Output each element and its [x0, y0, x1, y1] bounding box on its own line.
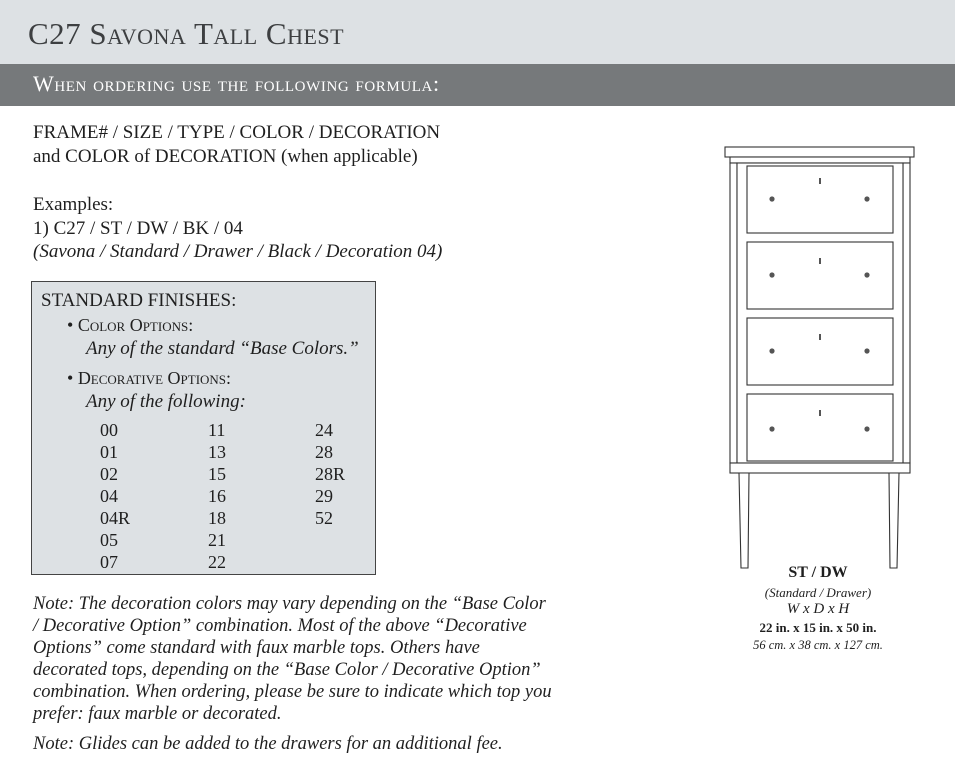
decoration-code: 02	[100, 464, 118, 484]
dimensions-centimeters: 56 cm. x 38 cm. x 127 cm.	[753, 638, 883, 652]
decoration-code: 52	[315, 508, 333, 528]
tall-chest-illustration	[718, 140, 918, 570]
drawer-2	[747, 242, 893, 309]
knob-icon	[769, 426, 774, 431]
chest-base-band	[730, 463, 910, 473]
keyhole-icon	[819, 258, 821, 264]
color-options-heading	[67, 315, 193, 336]
decoration-column-2	[208, 419, 226, 573]
decoration-code: 28	[315, 442, 333, 462]
decorative-options-heading	[67, 368, 231, 389]
bullet-icon: •	[67, 368, 74, 388]
dimension-axes: W x D x H	[786, 601, 850, 617]
knob-icon	[864, 348, 869, 353]
color-options-label: Color Options:	[77, 315, 194, 335]
drawer-1	[747, 166, 893, 233]
keyhole-icon	[819, 410, 821, 416]
decoration-code: 15	[208, 464, 226, 484]
decoration-code: 16	[208, 486, 226, 506]
decoration-code: 18	[208, 508, 226, 528]
decoration-code: 05	[100, 530, 118, 550]
chest-right-post	[903, 163, 910, 463]
glides-note: Note: Glides can be added to the drawers for an additional fee.	[33, 734, 503, 754]
chest-right-leg	[889, 473, 899, 568]
decoration-code: 29	[315, 486, 333, 506]
dimensions-inches: 22 in. x 15 in. x 50 in.	[759, 620, 877, 635]
decoration-code: 21	[208, 530, 226, 550]
chest-left-post	[730, 163, 737, 463]
knob-icon	[864, 272, 869, 277]
decoration-code: 04	[100, 486, 118, 506]
decoration-code: 11	[208, 420, 226, 440]
decoration-code: 24	[315, 420, 333, 440]
drawer-3	[747, 318, 893, 385]
formula-band	[0, 64, 955, 106]
page-title: C27 Savona Tall Chest	[28, 16, 345, 51]
decoration-code: 01	[100, 442, 118, 462]
decorative-options-text: Any of the following:	[86, 391, 246, 412]
decoration-code: 04R	[100, 508, 131, 528]
keyhole-icon	[819, 178, 821, 184]
decoration-column-3	[315, 419, 345, 529]
knob-icon	[864, 426, 869, 431]
bullet-icon: •	[67, 315, 74, 335]
decoration-note: Note: The decoration colors may vary depending on the “Base Color / Decorative Option” combination. Most of the above “Decorative Options” come standard with faux marble tops. Others have decorated tops, depending on the “Base Color / Decorative Option” combination. When ordering, please be sure to indicate which top you prefer: faux marble or decorated.	[33, 594, 552, 724]
drawer-4	[747, 394, 893, 461]
chest-left-leg	[739, 473, 749, 568]
formula-heading: When ordering use the following formula:	[33, 71, 440, 96]
color-options-text: Any of the standard “Base Colors.”	[86, 338, 359, 359]
decoration-code: 07	[100, 552, 118, 572]
product-description: (Standard / Drawer)	[764, 585, 872, 600]
standard-finishes-box	[31, 281, 376, 575]
decoration-code: 22	[208, 552, 226, 572]
formula-line-1: FRAME# / SIZE / TYPE / COLOR / DECORATION	[33, 122, 441, 143]
knob-icon	[769, 196, 774, 201]
example-code: 1) C27 / ST / DW / BK / 04	[33, 218, 243, 239]
example-legend: (Savona / Standard / Drawer / Black / Decoration 04)	[33, 241, 443, 262]
knob-icon	[769, 348, 774, 353]
examples-label: Examples:	[33, 194, 114, 215]
decoration-code: 13	[208, 442, 226, 462]
formula-line-2: and COLOR of DECORATION (when applicable)	[33, 146, 418, 167]
decorative-options-label: Decorative Options:	[77, 368, 232, 388]
knob-icon	[769, 272, 774, 277]
keyhole-icon	[819, 334, 821, 340]
chest-upper-band	[730, 157, 910, 163]
decoration-column-1	[100, 419, 130, 573]
chest-top	[725, 147, 914, 157]
knob-icon	[864, 196, 869, 201]
title-band	[0, 0, 955, 64]
product-code: ST / DW	[788, 564, 848, 581]
decoration-code: 28R	[315, 464, 346, 484]
finishes-title: STANDARD FINISHES:	[41, 290, 237, 311]
decoration-code: 00	[100, 420, 118, 440]
